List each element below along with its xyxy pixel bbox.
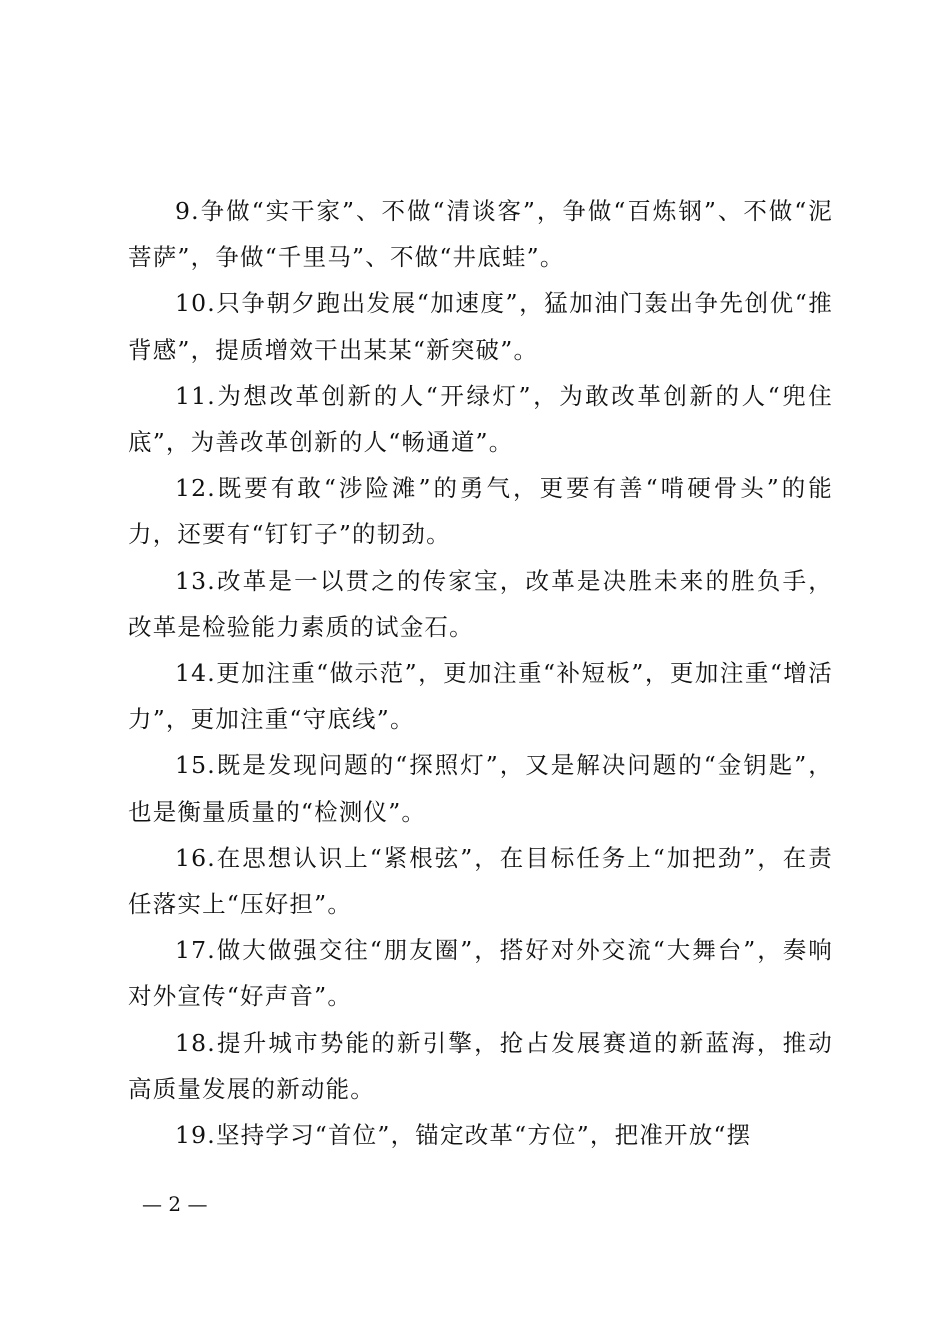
paragraph-15: 15.既是发现问题的“探照灯”，又是解决问题的“金钥匙”，也是衡量质量的“检测仪”。 [128, 751, 833, 826]
paragraph-16: 16.在思想认识上“紧根弦”，在目标任务上“加把劲”，在责任落实上“压好担”。 [128, 843, 833, 919]
paragraph-14: 14.更加注重“做示范”，更加注重“补短板”，更加注重“增活力”，更加注重“守底线”。 [128, 659, 833, 734]
paragraph-10: 10.只争朝夕跑出发展“加速度”，猛加油门轰出争先创优“推背感”，提质增效干出某某“新突破”。 [128, 289, 833, 364]
page-number: — 2 — [142, 1192, 208, 1216]
paragraph-18: 18.提升城市势能的新引擎，抢占发展赛道的新蓝海，推动高质量发展的新动能。 [128, 1028, 833, 1103]
paragraph-12: 12.既要有敢“涉险滩”的勇气，更要有善“啃硬骨头”的能力，还要有“钉钉子”的韧劲。 [128, 474, 833, 549]
paragraph-9: 9.争做“实干家”、不做“清谈客”，争做“百炼钢”、不做“泥菩萨”，争做“千里马”、不做“井底蛙”。 [128, 197, 833, 272]
paragraph-11: 11.为想改革创新的人“开绿灯”，为敢改革创新的人“兜住底”，为善改革创新的人“畅通道”。 [128, 381, 833, 457]
paragraph-19: 19.坚持学习“首位”，锚定改革“方位”，把准开放“摆 [175, 1121, 752, 1150]
document-body [128, 188, 833, 1158]
paragraph-17: 17.做大做强交往“朋友圈”，搭好对外交流“大舞台”，奏响对外宣传“好声音”。 [128, 936, 833, 1011]
paragraph-13: 13.改革是一以贯之的传家宝，改革是决胜未来的胜负手，改革是检验能力素质的试金石。 [128, 566, 833, 641]
